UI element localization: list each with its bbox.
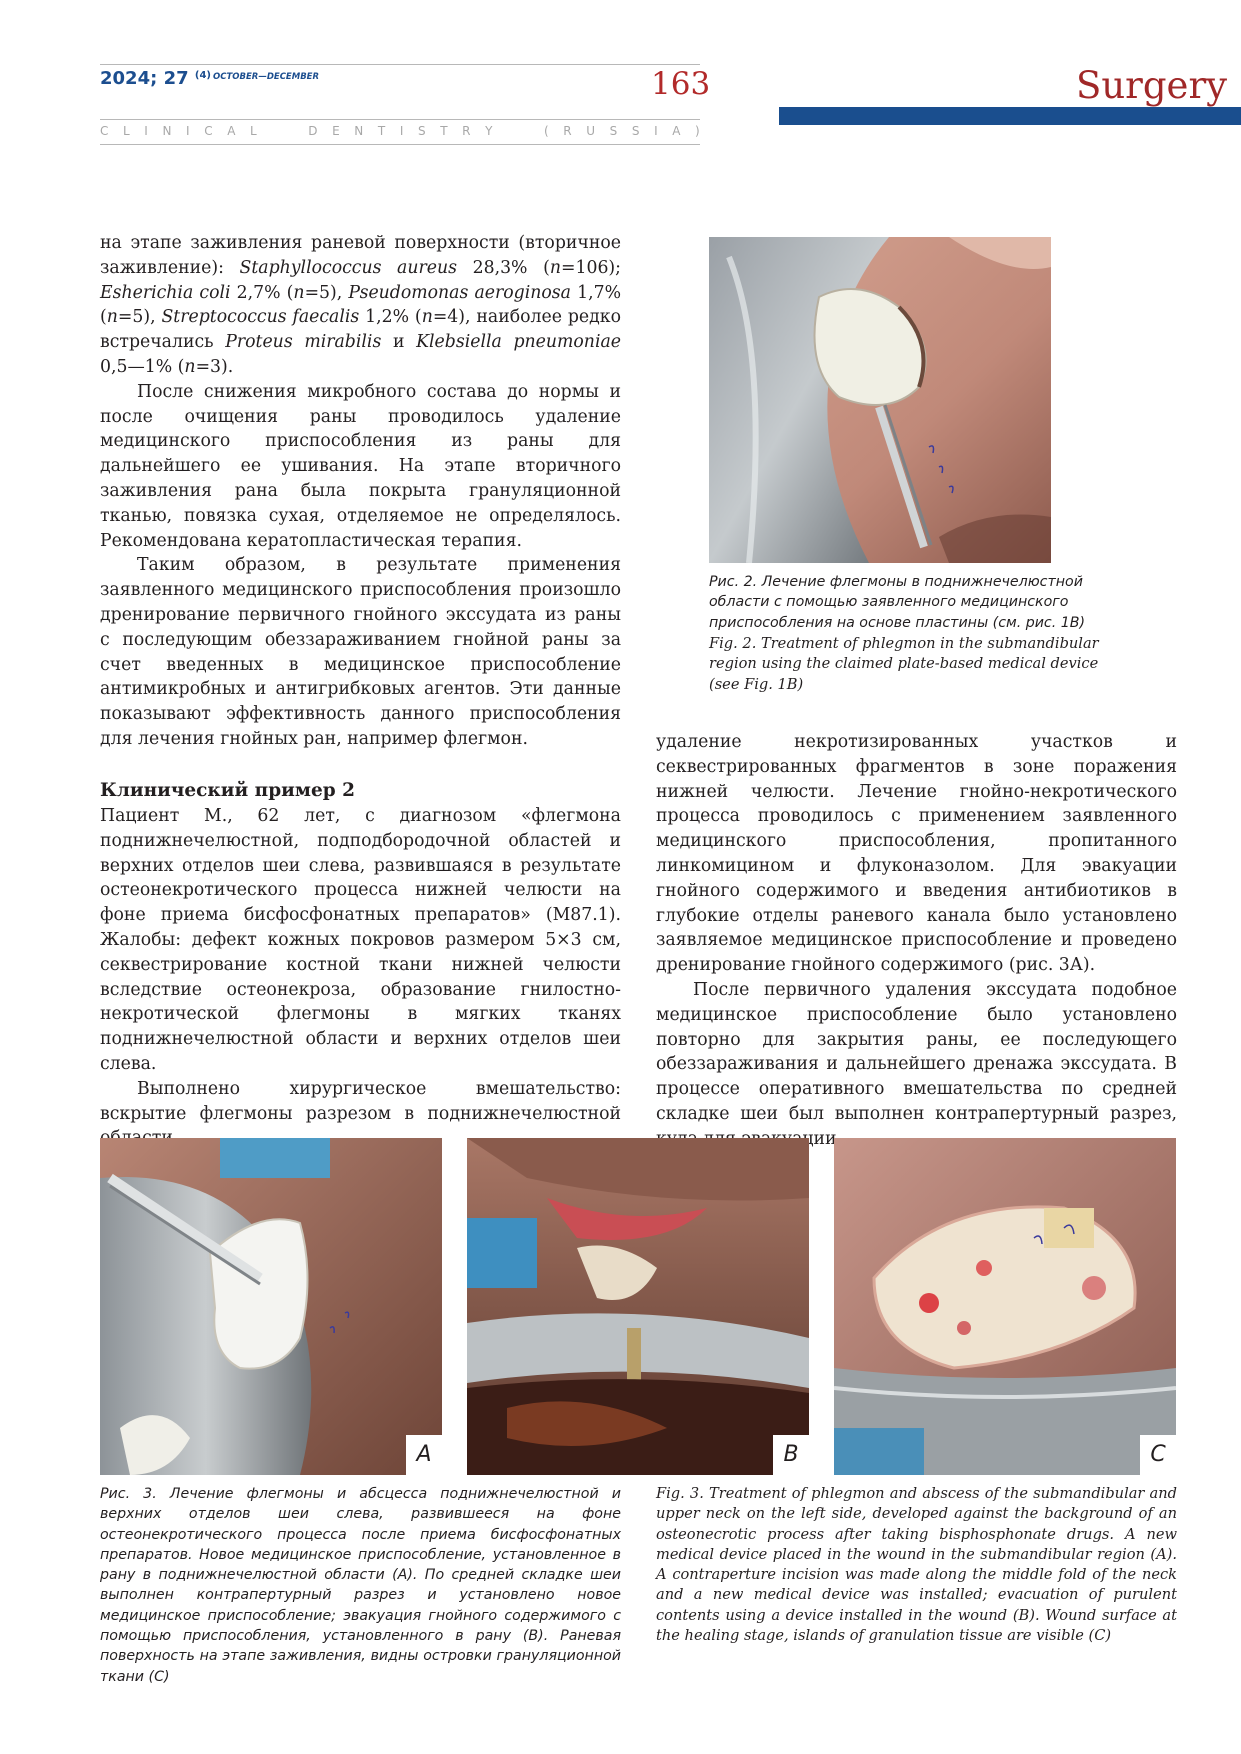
journal-letter [526, 124, 530, 138]
journal-letter: I [399, 124, 404, 138]
left-column [100, 231, 621, 752]
journal-letter: T [440, 124, 448, 138]
journal-letter: C [204, 124, 213, 138]
journal-letter: S [631, 124, 640, 138]
journal-letter: E [332, 124, 340, 138]
journal-letter: L [123, 124, 130, 138]
journal-letter [507, 124, 511, 138]
figure-3-panel-c [834, 1138, 1176, 1475]
journal-issue: 2024; 27 $^{(4)}$ $^{OCTOBER—DECEMBER}$ [100, 68, 320, 89]
header-rule-mid [100, 119, 700, 120]
figure-3-caption-ru: Рис. 3. Лечение флегмоны и абсцесса поднижнечелюстной и верхних отделов шеи слева, развившееся на фоне остеонекротического процесса после приема бисфосфонатных препаратов. Новое медицинское приспособление, установленное в рану в поднижнечелюстной области (A). По средней складке шеи выполнен контрапертурный разрез и установлено новое медицинское приспособление; эвакуация гнойного содержимого с помощью приспособления, установленного в рану (B). Раневая поверхность на этапе заживления, видны островки грануляционной ткани (C) [100, 1486, 621, 1685]
left-column-bottom [100, 778, 621, 1151]
section-title: Surgery [1076, 64, 1228, 107]
issue-period: OCTOBER—DECEMBER [213, 72, 320, 82]
paragraph-microflora: на этапе заживления раневой поверхности (вторичное заживление): Staphyllococcus aureus 28,3% (n=106); Eshеrichia coli 2,7% (n=5), Pseudomonas aeroginosa 1,7% (n=5), Streptococcus faecalis 1,2% (n=4), наиболее редко встречались Proteus mirabilis и Klebsiella pneumoniae 0,5—1% (n=3). [100, 233, 621, 377]
journal-name-spaced [100, 124, 700, 138]
journal-letter: D [308, 124, 318, 138]
journal-letter: ) [695, 124, 700, 138]
journal-letter: A [227, 124, 236, 138]
journal-letter: U [586, 124, 595, 138]
paragraph-conclusion: Таким образом, в результате применения заявленного медицинского приспособления произошло дренирование первичного гнойного экссудата из раны с последующим обеззараживанием гнойной раны за счет введенных в медицинское приспособление антимикробных и антигрибковых агентов. Эти данные показывают эффективность данного приспособления для лечения гнойных ран, например флегмон. [100, 555, 621, 749]
journal-letter: C [100, 124, 109, 138]
figure-3-panel-b [467, 1138, 809, 1475]
figure-2-image [709, 237, 1051, 563]
paragraph-surgery: Выполнено хирургическое вмешательство: вскрытие флегмоны разрезом в поднижнечелюстной [100, 1078, 621, 1124]
journal-letter: S [417, 124, 426, 138]
journal-letter: A [672, 124, 681, 138]
journal-letter [290, 124, 294, 138]
header-rule-bottom [100, 144, 700, 145]
journal-letter: S [609, 124, 618, 138]
issue-number: (4) [194, 70, 212, 81]
journal-letter: ( [543, 124, 549, 138]
figure-2-caption-ru: Рис. 2. Лечение флегмоны в поднижнечелюстной области с помощью заявленного медицинского приспособления на основе пластины (см. рис. 1В) [709, 574, 1086, 631]
page-number: 163 [651, 66, 711, 102]
journal-letter: L [250, 124, 257, 138]
figure-3-panel-c-label: C [1140, 1435, 1176, 1475]
header-rule-top [100, 64, 700, 65]
journal-letter [271, 124, 275, 138]
section-heading: Клинический пример 2 [100, 780, 355, 801]
paragraph-patient: Пациент М., 62 лет, с диагнозом «флегмона поднижнечелюстной, подподбородочной областей и верхних отделов шеи слева, развившаяся в результате остеонекротического процесса нижней челюсти на фоне приема бисфосфонатных препаратов» (M87.1). Жалобы: дефект кожных покровов размером 5×3 см, секвестрирование костной ткани нижней челюсти вследствие остеонекроза, образование гнилостно-некротической флегмоны в мягких тканях поднижнечелюстной области и верхних отделов шеи слева. [100, 806, 621, 1074]
paragraph-treatment: удаление некротизированных участков и секвестрированных фрагментов в зоне поражения нижней челюсти. Лечение гнойно-некротического процесса проводилось с применением заявленного медицинского приспособления, пропитанного линкомицином и флуконазолом. Для эвакуации гнойного содержимого и введения антибиотиков в глубокие отделы раневого канала было установлено заявляемое медицинское приспособление и проведено дренирование гнойного содержимого (рис. 3А). [656, 732, 1177, 976]
journal-letter: T [377, 124, 386, 138]
figure-2-photo [709, 237, 1051, 563]
figure-2-caption-en: Fig. 2. Treatment of phlegmon in the submandibular region using the claimed plate-based medical device (see Fig. 1B) [709, 635, 1099, 693]
figure-3-caption-en: Fig. 3. Treatment of phlegmon and abscess of the submandibular and upper neck on the left side, developed against the background of an osteonecrotic process after taking bisphosphonate drugs. A new medical device placed in the wound in the submandibular region (A). A contraperture incision was made along the middle fold of the neck and a new medical device was installed; evacuation of purulent contents using a device installed in the wound (B). Wound surface at the healing stage, islands of granulation tissue are visible (C) [656, 1485, 1177, 1645]
journal-letter: Y [485, 124, 493, 138]
paragraph-device-removal: После снижения микробного состава до нормы и после очищения раны проводилось удаление медицинского приспособления из раны для дальнейшего ее ушивания. На этапе вторичного заживления рана была покрыта грануляционной тканью, повязка сухая, отделяемое не определялось. Рекомендована кератопластическая терапия. [100, 381, 621, 551]
paragraph-reinstall: После первичного удаления экссудата подобное медицинское приспособление было установлено повторно для закрытия раны, ее последующего обеззараживания и дальнейшего дренажа экссудата. В процессе оперативного вмешательства по средней складке шеи был выполнен контрапертурный разрез, [656, 979, 1177, 1124]
journal-letter: R [462, 124, 471, 138]
journal-letter: N [162, 124, 172, 138]
right-column [656, 730, 1177, 1152]
figure-3-panel-b-label: B [773, 1435, 809, 1475]
journal-letter: N [354, 124, 364, 138]
section-bar [779, 107, 1241, 125]
journal-letter: R [563, 124, 572, 138]
journal-letter: I [654, 124, 658, 138]
figure-3-panel-a-label: A [406, 1435, 442, 1475]
figure-3-panel-a [100, 1138, 442, 1475]
journal-letter: I [144, 124, 148, 138]
journal-letter: I [186, 124, 190, 138]
